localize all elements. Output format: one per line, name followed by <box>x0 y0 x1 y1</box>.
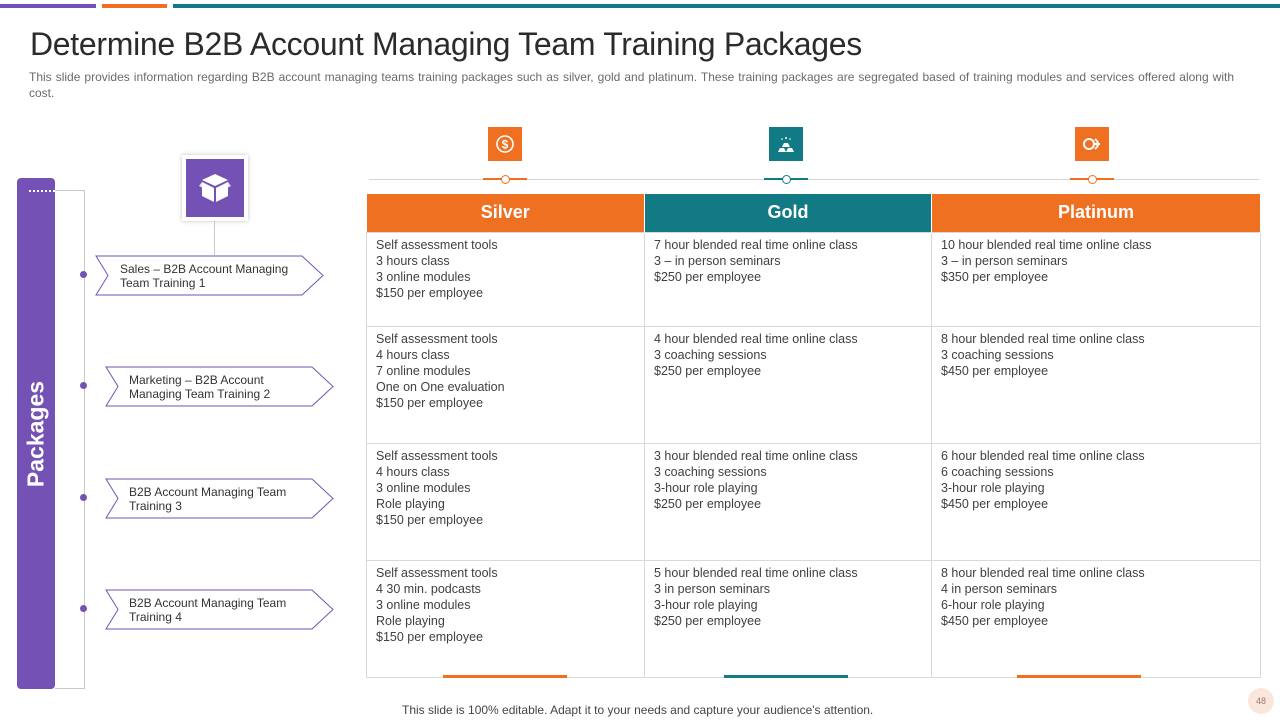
cell-line: 3 online modules <box>376 597 471 612</box>
package-box-icon <box>182 155 248 221</box>
slide-subtitle: This slide provides information regarding B2B account managing teams training packages such as silver, gold and platinum. These training packages are segregated based of training modules and services offered along with cost. <box>29 70 1234 100</box>
cell-line: 3-hour role playing <box>654 480 758 495</box>
header-silver: Silver <box>367 194 645 232</box>
top-accent-bar-teal <box>173 4 1280 8</box>
table-row <box>367 560 1261 677</box>
cell-line: $250 per employee <box>654 613 762 628</box>
table-cell <box>645 560 932 677</box>
cell-line: $150 per employee <box>376 395 484 410</box>
cell-line: $450 per employee <box>941 496 1049 511</box>
footer-note: This slide is 100% editable. Adapt it to your needs and capture your audience's attention. <box>402 703 874 717</box>
table-header-row <box>367 194 1261 232</box>
cell-line: $450 per employee <box>941 363 1049 378</box>
training-chevron-3 <box>105 478 334 519</box>
cell-line: 4 hours class <box>376 464 450 479</box>
table-cell <box>367 560 645 677</box>
cell-line: $250 per employee <box>654 269 762 284</box>
table-row <box>367 443 1261 560</box>
packages-bracket-line <box>55 190 85 689</box>
connector-line <box>214 221 215 255</box>
page-number: 48 <box>1248 688 1274 714</box>
table-cell <box>932 443 1261 560</box>
column-underline <box>443 675 567 678</box>
cell-line: 3 in person seminars <box>654 581 771 596</box>
cell-line: 3 coaching sessions <box>941 347 1054 362</box>
cell-line: Self assessment tools <box>376 448 498 463</box>
top-accent-bar-purple <box>0 4 96 8</box>
top-accent-bar-orange <box>102 4 167 8</box>
cell-line: Role playing <box>376 496 445 511</box>
platinum-ring-icon <box>1074 126 1110 162</box>
cell-line: 4 hour blended real time online class <box>654 331 858 346</box>
cell-line: 3 coaching sessions <box>654 347 767 362</box>
table-row <box>367 232 1261 326</box>
cell-line: 3 – in person seminars <box>654 253 781 268</box>
training-label: B2B Account Managing Team Training 4 <box>129 596 287 624</box>
cell-line: Self assessment tools <box>376 565 498 580</box>
cell-line: $450 per employee <box>941 613 1049 628</box>
cell-line: 6 coaching sessions <box>941 464 1054 479</box>
header-node <box>501 175 510 184</box>
table-cell <box>932 232 1261 326</box>
cell-line: Self assessment tools <box>376 331 498 346</box>
table-cell <box>645 443 932 560</box>
training-chevron-1 <box>95 255 324 296</box>
training-label: B2B Account Managing Team Training 3 <box>129 485 287 513</box>
table-cell <box>367 232 645 326</box>
gold-bars-icon <box>768 126 804 162</box>
cell-line: 3-hour role playing <box>941 480 1045 495</box>
cell-line: 4 30 min. podcasts <box>376 581 481 596</box>
header-platinum: Platinum <box>932 194 1261 232</box>
training-chevron-2 <box>105 366 334 407</box>
cell-line: 3 coaching sessions <box>654 464 767 479</box>
cell-line: $250 per employee <box>654 363 762 378</box>
cell-line: Self assessment tools <box>376 237 498 252</box>
cell-line: $150 per employee <box>376 512 484 527</box>
cell-line: 4 in person seminars <box>941 581 1058 596</box>
cell-line: 7 hour blended real time online class <box>654 237 858 252</box>
cell-line: 3 hour blended real time online class <box>654 448 858 463</box>
cell-line: 7 online modules <box>376 363 471 378</box>
packages-table <box>366 194 1261 678</box>
column-underline <box>1017 675 1141 678</box>
cell-line: 4 hours class <box>376 347 450 362</box>
cell-line: $250 per employee <box>654 496 762 511</box>
cell-line: $350 per employee <box>941 269 1049 284</box>
cell-line: 5 hour blended real time online class <box>654 565 858 580</box>
cell-line: 6 hour blended real time online class <box>941 448 1145 463</box>
cell-line: 10 hour blended real time online class <box>941 237 1152 252</box>
timeline-dot <box>80 271 87 278</box>
cell-line: One on One evaluation <box>376 379 505 394</box>
cell-line: Role playing <box>376 613 445 628</box>
header-gold: Gold <box>645 194 932 232</box>
slide-title: Determine B2B Account Managing Team Training Packages <box>30 26 862 62</box>
cell-line: 3-hour role playing <box>654 597 758 612</box>
timeline-dot <box>80 494 87 501</box>
dollar-coin-icon <box>487 126 523 162</box>
table-cell <box>932 326 1261 443</box>
training-chevron-4 <box>105 589 334 630</box>
cell-line: 8 hour blended real time online class <box>941 565 1145 580</box>
cell-line: 6-hour role playing <box>941 597 1045 612</box>
training-label: Marketing – B2B Account Managing Team Training 2 <box>129 373 271 401</box>
timeline-dot <box>80 605 87 612</box>
cell-line: 3 online modules <box>376 269 471 284</box>
cell-line: $150 per employee <box>376 285 484 300</box>
table-cell <box>367 326 645 443</box>
training-label: Sales – B2B Account Managing Team Training 1 <box>120 262 289 290</box>
header-node <box>1088 175 1097 184</box>
column-underline <box>724 675 848 678</box>
cell-line: 3 – in person seminars <box>941 253 1068 268</box>
header-node <box>782 175 791 184</box>
table-cell <box>367 443 645 560</box>
cell-line: $150 per employee <box>376 629 484 644</box>
table-row <box>367 326 1261 443</box>
cell-line: 8 hour blended real time online class <box>941 331 1145 346</box>
cell-line: 3 hours class <box>376 253 450 268</box>
table-cell <box>645 232 932 326</box>
svg-text:$: $ <box>501 137 509 152</box>
table-cell <box>932 560 1261 677</box>
cell-line: 3 online modules <box>376 480 471 495</box>
table-cell <box>645 326 932 443</box>
packages-label: Packages <box>22 380 49 488</box>
timeline-dot <box>80 382 87 389</box>
